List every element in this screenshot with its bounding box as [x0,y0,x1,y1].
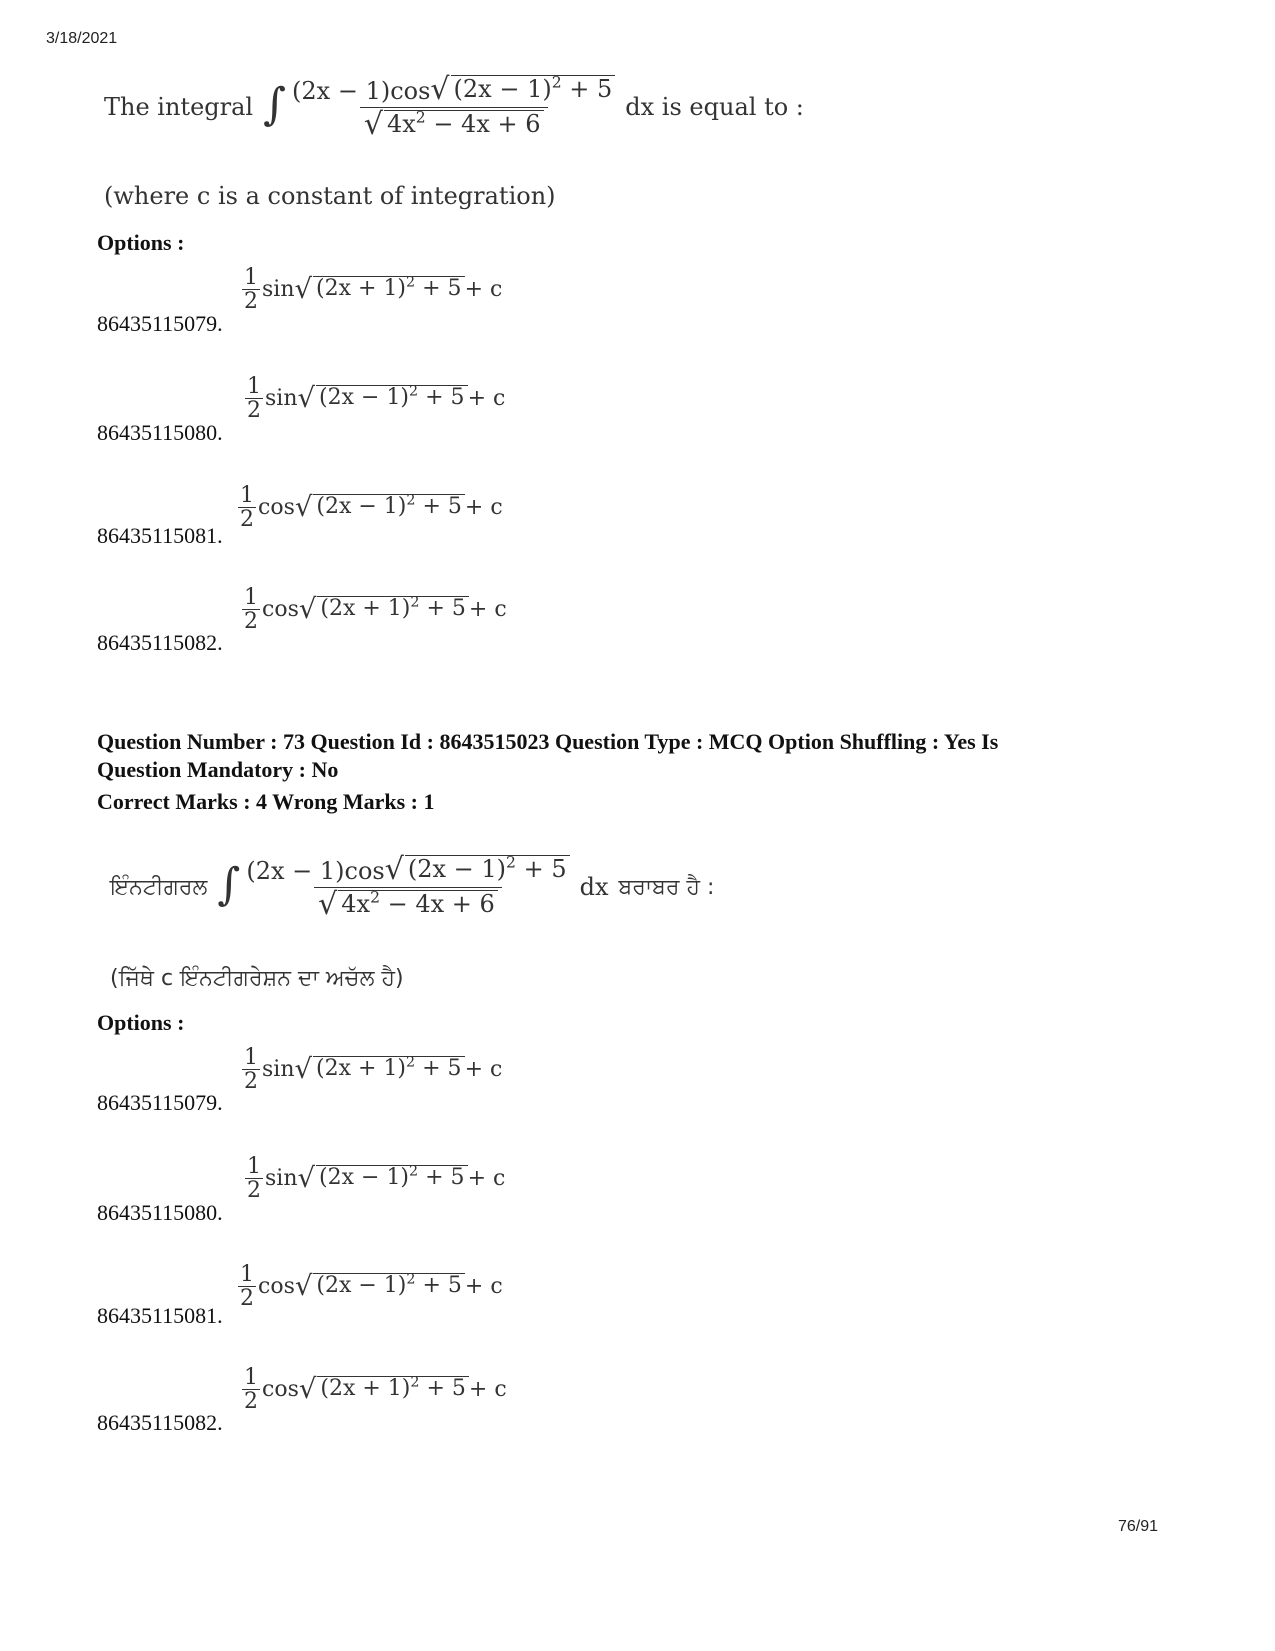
integrand-numerator: (2x − 1)cos √ $(2x - 1)^2 + 5$ [242,855,573,887]
question-1-options-label: Options : [97,230,185,255]
option-id: 86435115081. [97,1303,223,1328]
integral-sign-icon: ∫ [217,859,241,910]
option-id: 86435115080. [97,420,223,445]
integral-expression [217,851,573,922]
question-metadata-line: Question Mandatory : No [97,757,339,782]
question-metadata [97,728,1197,816]
option-id: 86435115079. [97,1090,223,1115]
page-number: 76/91 [1118,1518,1159,1535]
option-id: 86435115082. [97,630,223,655]
question-1-note: (where c is a constant of integration) [104,182,556,210]
option-expression[interactable]: $\frac{1}{2}$ cos √ $(2x - 1)^2 + 5$ + c [240,1262,503,1312]
question-1-suffix: dx is equal to : [625,93,804,121]
question-2-statement [110,842,714,932]
option-id: 86435115080. [97,1200,223,1225]
integrand-fraction [242,851,573,922]
integral-expression [263,71,619,142]
question-2-dx: dx [579,873,609,901]
question-marks: Correct Marks : 4 Wrong Marks : 1 [97,789,435,814]
option-expression[interactable]: $\frac{1}{2}$ sin √ $(2x - 1)^2 + 5$ + c [247,1154,506,1204]
integrand-denominator: √ $4x^2 - 4x + 6$ [360,107,548,140]
option-expression[interactable]: $\frac{1}{2}$ cos √ $(2x - 1)^2 + 5$ + c [240,483,503,533]
question-1-statement [104,62,804,152]
question-2-prefix: ਇੰਨਟੀਗਰਲ [110,874,208,900]
option-id: 86435115079. [97,311,223,336]
option-expression[interactable]: $\frac{1}{2}$ sin √ $(2x - 1)^2 + 5$ + c [247,374,506,424]
integrand-denominator: √ $4x^2 - 4x + 6$ [314,887,502,920]
option-expression[interactable]: $\frac{1}{2}$ sin √ $(2x + 1)^2 + 5$ + c [244,1045,503,1095]
integral-sign-icon: ∫ [263,79,287,130]
option-id: 86435115081. [97,523,223,548]
option-expression[interactable]: $\frac{1}{2}$ cos √ $(2x + 1)^2 + 5$ + c [244,585,507,635]
option-expression[interactable]: $\frac{1}{2}$ cos √ $(2x + 1)^2 + 5$ + c [244,1365,507,1415]
question-metadata-line: Question Number : 73 Question Id : 8643515023 Question Type : MCQ Option Shuffling : Yes Is [97,729,999,754]
question-1-prefix: The integral [104,93,254,121]
option-id: 86435115082. [97,1410,223,1435]
question-2-suffix: ਬਰਾਬਰ ਹੈ : [618,874,715,900]
print-date: 3/18/2021 [46,30,118,47]
integrand-fraction [288,71,619,142]
question-2-note: (ਜਿੱਥੇ c ਇੰਨਟੀਗਰੇਸ਼ਨ ਦਾ ਅਚੱਲ ਹੈ) [110,966,404,991]
option-expression[interactable]: $\frac{1}{2}$ sin √ $(2x + 1)^2 + 5$ + c [244,265,503,315]
integrand-numerator: (2x − 1)cos √ $(2x - 1)^2 + 5$ [288,75,619,107]
question-2-options-label: Options : [97,1010,185,1035]
